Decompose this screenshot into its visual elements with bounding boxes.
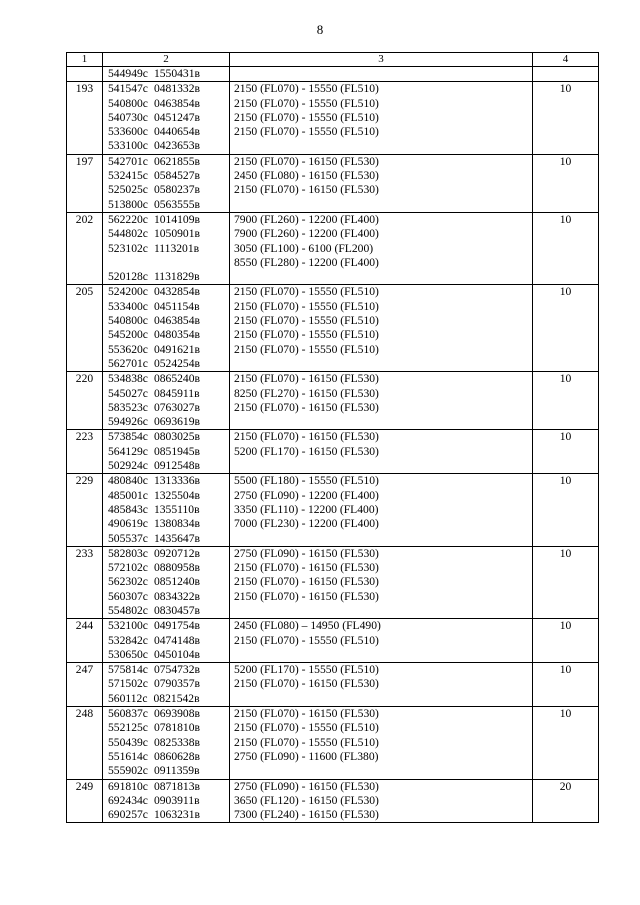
latitude-value: 562302с [108,575,148,589]
table-row [67,82,599,154]
latitude-value: 545027с [108,386,148,400]
altitude-range: 2150 (FL070) - 16150 (FL530) [234,183,379,197]
altitude-range: 2450 (FL080) – 14950 (FL490) [234,619,381,633]
coordinates-cell [103,546,230,618]
row-number [67,430,103,474]
latitude-value: 550439с [108,735,148,749]
route-table [66,52,599,823]
value-text: 10 [559,430,572,444]
value-cell [533,619,599,663]
altitude-range: 2150 (FL070) - 15550 (FL510) [234,82,379,96]
latitude-value: 573854с [108,430,148,444]
row-number-text: 223 [75,430,94,444]
latitude-value: 562701с [108,356,148,370]
table-row [67,663,599,707]
coordinate-line [103,808,229,822]
altitude-range: 2150 (FL070) - 16150 (FL530) [234,561,379,575]
longitude-value: 1113201в [153,241,200,255]
coordinate-line [103,503,229,517]
longitude-value: 1355110в [153,502,200,516]
longitude-value: 0450104в [153,647,200,661]
altitude-range-cell [230,82,533,154]
coordinate-line [103,415,229,429]
longitude-value: 0524254в [153,356,200,370]
longitude-value: 0834322в [153,589,200,603]
latitude-value: 691810с [108,779,148,793]
longitude-value: 0580237в [153,183,200,197]
altitude-range: 7000 (FL230) - 12200 (FL400) [234,517,379,531]
coordinate-line [103,445,229,459]
longitude-value: 1550431в [153,67,200,80]
row-number [67,82,103,154]
latitude-value: 532100с [108,619,148,633]
longitude-value: 0865240в [153,372,200,386]
longitude-value: 0693908в [153,707,200,721]
column-header-1: 1 [67,53,103,67]
row-number [67,67,103,82]
row-number [67,474,103,546]
table-row [67,212,599,284]
coordinates-cell [103,707,230,779]
coordinate-line [103,111,229,125]
coordinates-cell [103,430,230,474]
altitude-range: 5200 (FL170) - 16150 (FL530) [234,444,379,458]
latitude-value: 534838с [108,372,148,386]
longitude-value: 0825338в [153,735,200,749]
altitude-range-cell [230,663,533,707]
altitude-range-cell [230,546,533,618]
altitude-range: 2750 (FL090) - 11600 (FL380) [234,749,379,763]
coordinate-line [103,169,229,183]
latitude-value: 562220с [108,212,148,226]
coordinate-line [103,721,229,735]
latitude-value: 552125с [108,721,148,735]
altitude-range: 2150 (FL070) - 15550 (FL510) [234,328,379,342]
value-text: 10 [559,212,572,226]
longitude-value: 0621855в [153,154,200,168]
row-number [67,212,103,284]
coordinate-line [103,750,229,764]
coordinate-line [103,692,229,706]
latitude-value: 541547с [108,82,148,96]
row-number-text: 249 [75,779,94,793]
longitude-value: 0481332в [153,82,200,96]
latitude-value: 533400с [108,299,148,313]
coordinate-line [103,343,229,357]
altitude-range: 2150 (FL070) - 16150 (FL530) [234,707,379,721]
altitude-range: 3050 (FL100) - 6100 (FL200) [234,241,374,255]
altitude-range-cell [230,707,533,779]
column-header-4: 4 [533,53,599,67]
altitude-range: 2750 (FL090) - 16150 (FL530) [234,779,379,793]
coordinates-cell [103,212,230,284]
table-row [67,285,599,372]
coordinates-cell [103,154,230,212]
longitude-value: 0920712в [153,546,200,560]
latitude-value: 560112с [108,691,148,705]
altitude-range-cell [230,474,533,546]
coordinate-line [103,139,229,153]
latitude-value: 540730с [108,110,148,124]
longitude-value: 0821542в [153,691,200,705]
coordinate-line [103,590,229,604]
value-text: 10 [559,707,572,721]
value-cell [533,67,599,82]
latitude-value: 502924с [108,459,148,473]
coordinates-cell [103,619,230,663]
longitude-value: 0790357в [153,677,200,691]
row-number-text: 247 [75,663,94,677]
longitude-value: 0880958в [153,561,200,575]
latitude-value: 583523с [108,400,148,414]
coordinates-cell [103,372,230,430]
value-text: 10 [559,154,572,168]
longitude-value: 0491754в [153,619,200,633]
value-cell [533,430,599,474]
latitude-value: 594926с [108,415,148,429]
coordinate-line [103,736,229,750]
altitude-range: 2150 (FL070) - 15550 (FL510) [234,721,379,735]
latitude-value: 582803с [108,546,148,560]
latitude-value: 540800с [108,96,148,110]
value-text: 10 [559,546,572,560]
latitude-value: 505537с [108,531,148,545]
page-number: 8 [316,22,324,37]
coordinate-line [103,634,229,648]
coordinate-line [103,401,229,415]
row-number [67,372,103,430]
row-number [67,779,103,823]
altitude-range: 5200 (FL170) - 15550 (FL510) [234,663,379,677]
latitude-value: 530650с [108,647,148,661]
longitude-value: 0912548в [153,459,200,473]
coordinates-cell [103,67,230,82]
longitude-value: 0423653в [153,139,200,153]
longitude-value: 0440654в [153,125,200,139]
table-body [67,67,599,823]
longitude-value: 0851240в [153,575,200,589]
coordinate-line [103,780,229,794]
latitude-value: 480840с [108,474,148,488]
row-number [67,546,103,618]
coordinate-line [103,604,229,618]
coordinate-line [103,97,229,111]
table-row [67,474,599,546]
coordinate-line [103,300,229,314]
longitude-value: 0463854в [153,314,200,328]
latitude-value: 490619с [108,517,148,531]
column-header-2: 2 [103,53,230,67]
coordinate-line [103,328,229,342]
value-cell [533,474,599,546]
coordinate-line [103,285,229,299]
latitude-value: 564129с [108,444,148,458]
altitude-range: 2150 (FL070) - 15550 (FL510) [234,342,379,356]
altitude-range: 2750 (FL090) - 12200 (FL400) [234,488,379,502]
row-number-text: 193 [75,82,94,96]
coordinate-line [103,82,229,96]
value-cell [533,212,599,284]
latitude-value: 533600с [108,125,148,139]
altitude-range: 8550 (FL280) - 12200 (FL400) [234,255,379,269]
altitude-range: 2750 (FL090) - 16150 (FL530) [234,546,379,560]
row-number [67,285,103,372]
table-header-row [67,53,599,67]
coordinates-cell [103,82,230,154]
latitude-value: 560837с [108,707,148,721]
coordinate-line [103,387,229,401]
altitude-range: 2150 (FL070) - 15550 (FL510) [234,110,379,124]
row-number-text: 205 [75,285,94,299]
altitude-range-cell [230,285,533,372]
altitude-range-cell [230,212,533,284]
row-number [67,707,103,779]
table-row [67,779,599,823]
coordinate-line [103,547,229,561]
altitude-range-cell [230,619,533,663]
altitude-range: 2150 (FL070) - 15550 (FL510) [234,96,379,110]
longitude-value: 0803025в [153,430,200,444]
table-row [67,372,599,430]
coordinate-line [103,67,229,81]
latitude-value: 525025с [108,183,148,197]
altitude-range-cell [230,154,533,212]
altitude-range: 8250 (FL270) - 16150 (FL530) [234,386,379,400]
longitude-value: 1014109в [153,212,200,226]
longitude-value: 1050901в [153,227,200,241]
longitude-value: 1380834в [153,517,200,531]
latitude-value: 544949с [108,67,148,80]
latitude-value: 523102с [108,241,148,255]
coordinate-line [103,707,229,721]
altitude-range: 2150 (FL070) - 15550 (FL510) [234,633,379,647]
altitude-range: 3350 (FL110) - 12200 (FL400) [234,502,379,516]
coordinate-line [103,794,229,808]
altitude-range: 2150 (FL070) - 16150 (FL530) [234,677,379,691]
coordinate-line [103,372,229,386]
longitude-value: 0563555в [153,197,200,211]
longitude-value: 0830457в [153,603,200,617]
longitude-value: 0451247в [153,110,200,124]
latitude-value: 551614с [108,749,148,763]
row-number [67,619,103,663]
latitude-value: 554802с [108,603,148,617]
table-row [67,67,599,82]
latitude-value: 520128с [108,270,148,284]
value-text: 10 [559,285,572,299]
coordinate-line [103,517,229,531]
coordinate-line [103,314,229,328]
altitude-range: 2150 (FL070) - 15550 (FL510) [234,735,379,749]
altitude-range: 2150 (FL070) - 16150 (FL530) [234,589,379,603]
altitude-range: 2150 (FL070) - 16150 (FL530) [234,575,379,589]
longitude-value: 0693619в [153,415,200,429]
coordinate-line [103,198,229,212]
longitude-value: 0491621в [153,342,200,356]
coordinate-line [103,532,229,546]
altitude-range-cell [230,372,533,430]
coordinate-line [103,256,229,270]
altitude-range: 2150 (FL070) - 16150 (FL530) [234,154,379,168]
longitude-value: 0845911в [153,386,200,400]
longitude-value: 0781810в [153,721,200,735]
value-cell [533,154,599,212]
altitude-range: 2150 (FL070) - 15550 (FL510) [234,125,379,139]
altitude-range: 3650 (FL120) - 16150 (FL530) [234,793,379,807]
altitude-range: 2150 (FL070) - 16150 (FL530) [234,372,379,386]
coordinate-line [103,677,229,691]
value-text: 20 [559,779,572,793]
altitude-range: 7900 (FL260) - 12200 (FL400) [234,212,379,226]
value-cell [533,285,599,372]
row-number [67,663,103,707]
altitude-range: 2150 (FL070) - 16150 (FL530) [234,430,379,444]
value-text: 10 [559,372,572,386]
latitude-value: 545200с [108,328,148,342]
latitude-value: 571502с [108,677,148,691]
latitude-value: 553620с [108,342,148,356]
coordinate-line [103,489,229,503]
longitude-value: 0474148в [153,633,200,647]
coordinate-line [103,619,229,633]
altitude-range: 7300 (FL240) - 16150 (FL530) [234,808,379,822]
row-number-text: 233 [75,546,94,560]
coordinate-line [103,663,229,677]
coordinate-line [103,764,229,778]
longitude-value: 0903911в [153,793,200,807]
latitude-value: 542701с [108,154,148,168]
value-text: 10 [559,619,572,633]
coordinates-cell [103,779,230,823]
latitude-value: 575814с [108,663,148,677]
table-row [67,430,599,474]
row-number-text: 197 [75,154,94,168]
altitude-range: 7900 (FL260) - 12200 (FL400) [234,227,379,241]
coordinate-line [103,155,229,169]
longitude-value: 1313336в [153,474,200,488]
value-cell [533,372,599,430]
latitude-value: 533100с [108,139,148,153]
latitude-value: 690257с [108,808,148,822]
latitude-value: 524200с [108,285,148,299]
table-row [67,154,599,212]
longitude-value: 0860628в [153,749,200,763]
altitude-range: 5500 (FL180) - 15550 (FL510) [234,474,379,488]
latitude-value: 513800с [108,197,148,211]
coordinate-line [103,459,229,473]
latitude-value: 572102с [108,561,148,575]
coordinate-line [103,125,229,139]
longitude-value: 0432854в [153,285,200,299]
altitude-range: 2150 (FL070) - 16150 (FL530) [234,400,379,414]
altitude-range: 2150 (FL070) - 15550 (FL510) [234,285,379,299]
value-cell [533,663,599,707]
longitude-value: 0851945в [153,444,200,458]
longitude-value: 0754732в [153,663,200,677]
altitude-range: 2150 (FL070) - 15550 (FL510) [234,299,379,313]
longitude-value: 0480354в [153,328,200,342]
longitude-value: 1063231в [153,808,200,822]
latitude-value: 532842с [108,633,148,647]
longitude-value: 1131829в [153,270,200,284]
longitude-value: 0584527в [153,169,200,183]
coordinate-line [103,561,229,575]
longitude-value: 1435647в [153,531,200,545]
coordinate-line [103,648,229,662]
latitude-value: 485843с [108,502,148,516]
latitude-value: 540800с [108,314,148,328]
table-row [67,619,599,663]
altitude-range: 2150 (FL070) - 15550 (FL510) [234,314,379,328]
altitude-range: 2450 (FL080) - 16150 (FL530) [234,169,379,183]
table-row [67,707,599,779]
value-cell [533,82,599,154]
longitude-value: 0911359в [153,764,200,778]
coordinate-line [103,575,229,589]
longitude-value: 0871813в [153,779,200,793]
coordinates-cell [103,663,230,707]
coordinates-cell [103,474,230,546]
value-text [533,67,598,81]
coordinate-line [103,474,229,488]
coordinate-line [103,270,229,284]
value-text: 10 [559,82,572,96]
altitude-range-cell [230,779,533,823]
latitude-value: 485001с [108,488,148,502]
altitude-range-cell [230,430,533,474]
latitude-value: 532415с [108,169,148,183]
latitude-value: 544802с [108,227,148,241]
row-number-text [67,67,102,81]
value-cell [533,707,599,779]
row-number-text: 248 [75,707,94,721]
latitude-value: 555902с [108,764,148,778]
coordinate-line [103,183,229,197]
row-number-text: 229 [75,474,94,488]
row-number-text: 202 [75,212,94,226]
longitude-value: 0451154в [153,299,200,313]
latitude-value: 692434с [108,793,148,807]
value-text: 10 [559,474,572,488]
altitude-range-cell [230,67,533,82]
coordinates-cell [103,285,230,372]
longitude-value: 1325504в [153,488,200,502]
coordinate-line [103,242,229,256]
longitude-value: 0763027в [153,400,200,414]
coordinate-line [103,357,229,371]
coordinate-line [103,213,229,227]
row-number-text: 244 [75,619,94,633]
longitude-value: 0463854в [153,96,200,110]
row-number [67,154,103,212]
latitude-value: 560307с [108,589,148,603]
row-number-text: 220 [75,372,94,386]
coordinate-line [103,430,229,444]
value-text: 10 [559,663,572,677]
value-cell [533,546,599,618]
table-row [67,546,599,618]
coordinate-line [103,227,229,241]
column-header-3: 3 [230,53,533,67]
value-cell [533,779,599,823]
